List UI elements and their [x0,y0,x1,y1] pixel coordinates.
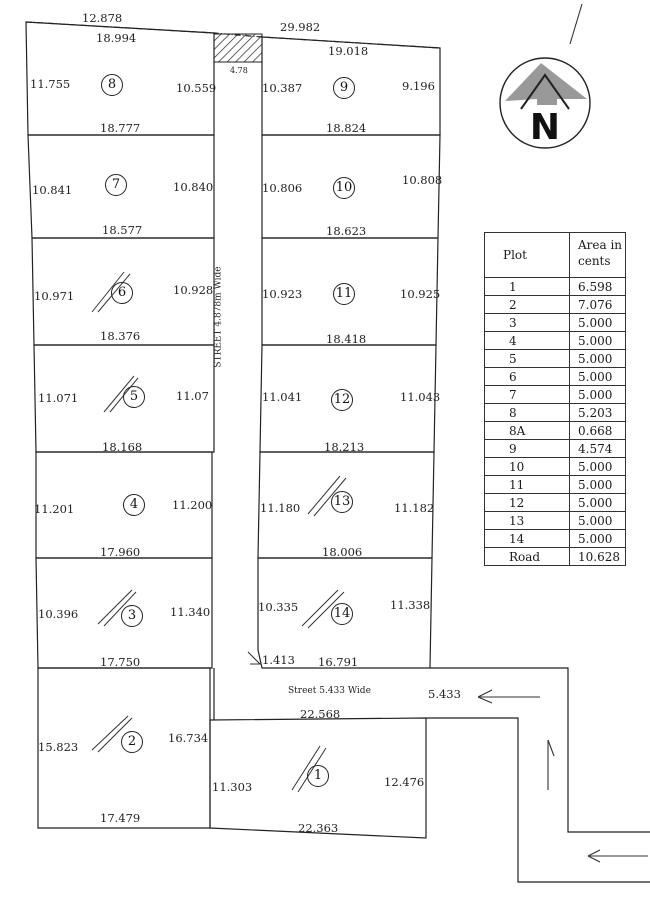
plot-12-bottom-dim: 18.213 [324,440,365,454]
row-plot: 6 [485,368,570,386]
cross-street-label: Street 5.433 Wide [288,686,371,696]
pen-mark-top [570,4,582,44]
dim-street-start: 4.78 [230,66,248,75]
table-row [485,332,626,350]
plot-4-right-dim: 11.200 [172,498,213,512]
plot-1-bottom-dim: 22.363 [298,821,339,835]
plot-4-bottom-dim: 17.960 [100,545,141,559]
plot-number-14: 14 [331,603,353,625]
plot-14-left-dim: 10.335 [258,600,299,614]
plot-number-7: 7 [105,174,127,196]
plot-5-right-dim: 11.07 [176,389,209,403]
plot-14-right-dim: 11.338 [390,598,431,612]
row-area: 7.076 [570,296,626,314]
table-row [485,548,626,566]
plot-1-left-dim: 11.303 [212,780,253,794]
plot-1-right-dim: 12.476 [384,775,425,789]
plot-7-left-dim: 10.841 [32,183,73,197]
cross-street-width-dim: 5.433 [428,687,461,701]
row-plot: 8 [485,404,570,422]
row-plot: 2 [485,296,570,314]
row-plot: 13 [485,512,570,530]
dim-plot8-top: 18.994 [96,31,137,45]
plot-6-bottom-dim: 18.376 [100,329,141,343]
plot-number-12: 12 [331,389,353,411]
plot-number-4: 4 [123,494,145,516]
row-area: 5.203 [570,404,626,422]
table-row [485,440,626,458]
row-plot: 11 [485,476,570,494]
plot-number-13: 13 [331,491,353,513]
table-row [485,368,626,386]
row-area: 5.000 [570,458,626,476]
row-area: 4.574 [570,440,626,458]
row-plot: 14 [485,530,570,548]
plot-5-bottom-dim: 18.168 [102,440,143,454]
plot-7-right-dim: 10.840 [173,180,214,194]
table-row [485,494,626,512]
plot-7-bottom-dim: 18.577 [102,223,143,237]
street-corner-arrow [248,652,260,664]
table-row [485,314,626,332]
plot-2-bottom-dim: 17.479 [100,811,141,825]
row-plot: 8A [485,422,570,440]
plot-6-left-dim: 10.971 [34,289,75,303]
arrow-down-right [548,740,554,790]
plot-11-left-dim: 10.923 [262,287,303,301]
plot-number-2: 2 [121,731,143,753]
row-plot: 10 [485,458,570,476]
row-plot: 9 [485,440,570,458]
plot-1-top-dim: 22.568 [300,707,341,721]
row-plot: 4 [485,332,570,350]
plot-3-bottom-dim: 17.750 [100,655,141,669]
plot-2-left-dim: 15.823 [38,740,79,754]
row-area: 5.000 [570,350,626,368]
row-area: 5.000 [570,476,626,494]
table-row [485,422,626,440]
table-row [485,278,626,296]
plot-3-right-dim: 11.340 [170,605,211,619]
plot-8-right-dim: 10.559 [176,81,217,95]
row-plot: 5 [485,350,570,368]
plot-number-9: 9 [333,77,355,99]
plot-number-1: 1 [307,765,329,787]
row-area: 5.000 [570,530,626,548]
plot-5-left-dim: 11.071 [38,391,79,405]
row-area: 5.000 [570,368,626,386]
dim-top-left: 12.878 [82,11,123,25]
plot-12-left-dim: 11.041 [262,390,303,404]
street-corner-dim: 1.413 [262,653,295,667]
plot-4-left-dim: 11.201 [34,502,75,516]
row-plot: Road [485,548,570,566]
plot-9-bottom-dim: 18.824 [326,121,367,135]
row-area: 10.628 [570,548,626,566]
plot-number-6: 6 [111,282,133,304]
plot-8-bottom-dim: 18.777 [100,121,141,135]
row-area: 5.000 [570,332,626,350]
table-row [485,530,626,548]
cross-street-edge-lower [426,718,650,882]
cross-street-edge [430,668,650,832]
plot-11-bottom-dim: 18.418 [326,332,367,346]
plot-12-right-dim: 11.043 [400,390,441,404]
plot-13-bottom-dim: 18.006 [322,545,363,559]
arrow-left-bottom [588,850,648,862]
north-arrow-icon [497,55,593,151]
plot-10-left-dim: 10.806 [262,181,303,195]
table-row [485,476,626,494]
main-street-label: STREET 4.878m Wide [213,266,224,368]
row-area: 5.000 [570,494,626,512]
row-plot: 1 [485,278,570,296]
header-area: Area in cents [570,233,626,278]
row-area: 6.598 [570,278,626,296]
plot-10-bottom-dim: 18.623 [326,224,367,238]
north-letter: N [529,107,561,148]
arrow-left-cross-street [478,690,540,703]
area-table [484,232,626,566]
row-plot: 12 [485,494,570,512]
area-table-header [485,233,626,278]
plot-13-right-dim: 11.182 [394,501,435,515]
plot-number-8: 8 [101,74,123,96]
table-row [485,458,626,476]
plot-9-right-dim: 9.196 [402,79,435,93]
row-area: 5.000 [570,386,626,404]
dim-plot9-top: 19.018 [328,44,369,58]
plot-6-right-dim: 10.928 [173,283,214,297]
row-area: 0.668 [570,422,626,440]
plot-number-10: 10 [333,177,355,199]
dim-top-road: 29.982 [280,20,321,34]
row-plot: 3 [485,314,570,332]
plot-3-left-dim: 10.396 [38,607,79,621]
plot-13-left-dim: 11.180 [260,501,301,515]
plot-number-3: 3 [121,605,143,627]
plot-number-11: 11 [333,283,355,305]
header-plot: Plot [485,233,570,278]
table-row [485,296,626,314]
row-plot: 7 [485,386,570,404]
plot-8-left-dim: 11.755 [30,77,71,91]
plot-number-5: 5 [123,386,145,408]
row-area: 5.000 [570,314,626,332]
row-area: 5.000 [570,512,626,530]
plot-8a-hatch [214,34,262,62]
plot-11-right-dim: 10.925 [400,287,441,301]
table-row [485,386,626,404]
plot-9-left-dim: 10.387 [262,81,303,95]
plot-14-bottom-dim: 16.791 [318,655,359,669]
plot-10-right-dim: 10.808 [402,173,443,187]
table-row [485,512,626,530]
plot-2-right-dim: 16.734 [168,731,209,745]
table-row [485,404,626,422]
table-row [485,350,626,368]
